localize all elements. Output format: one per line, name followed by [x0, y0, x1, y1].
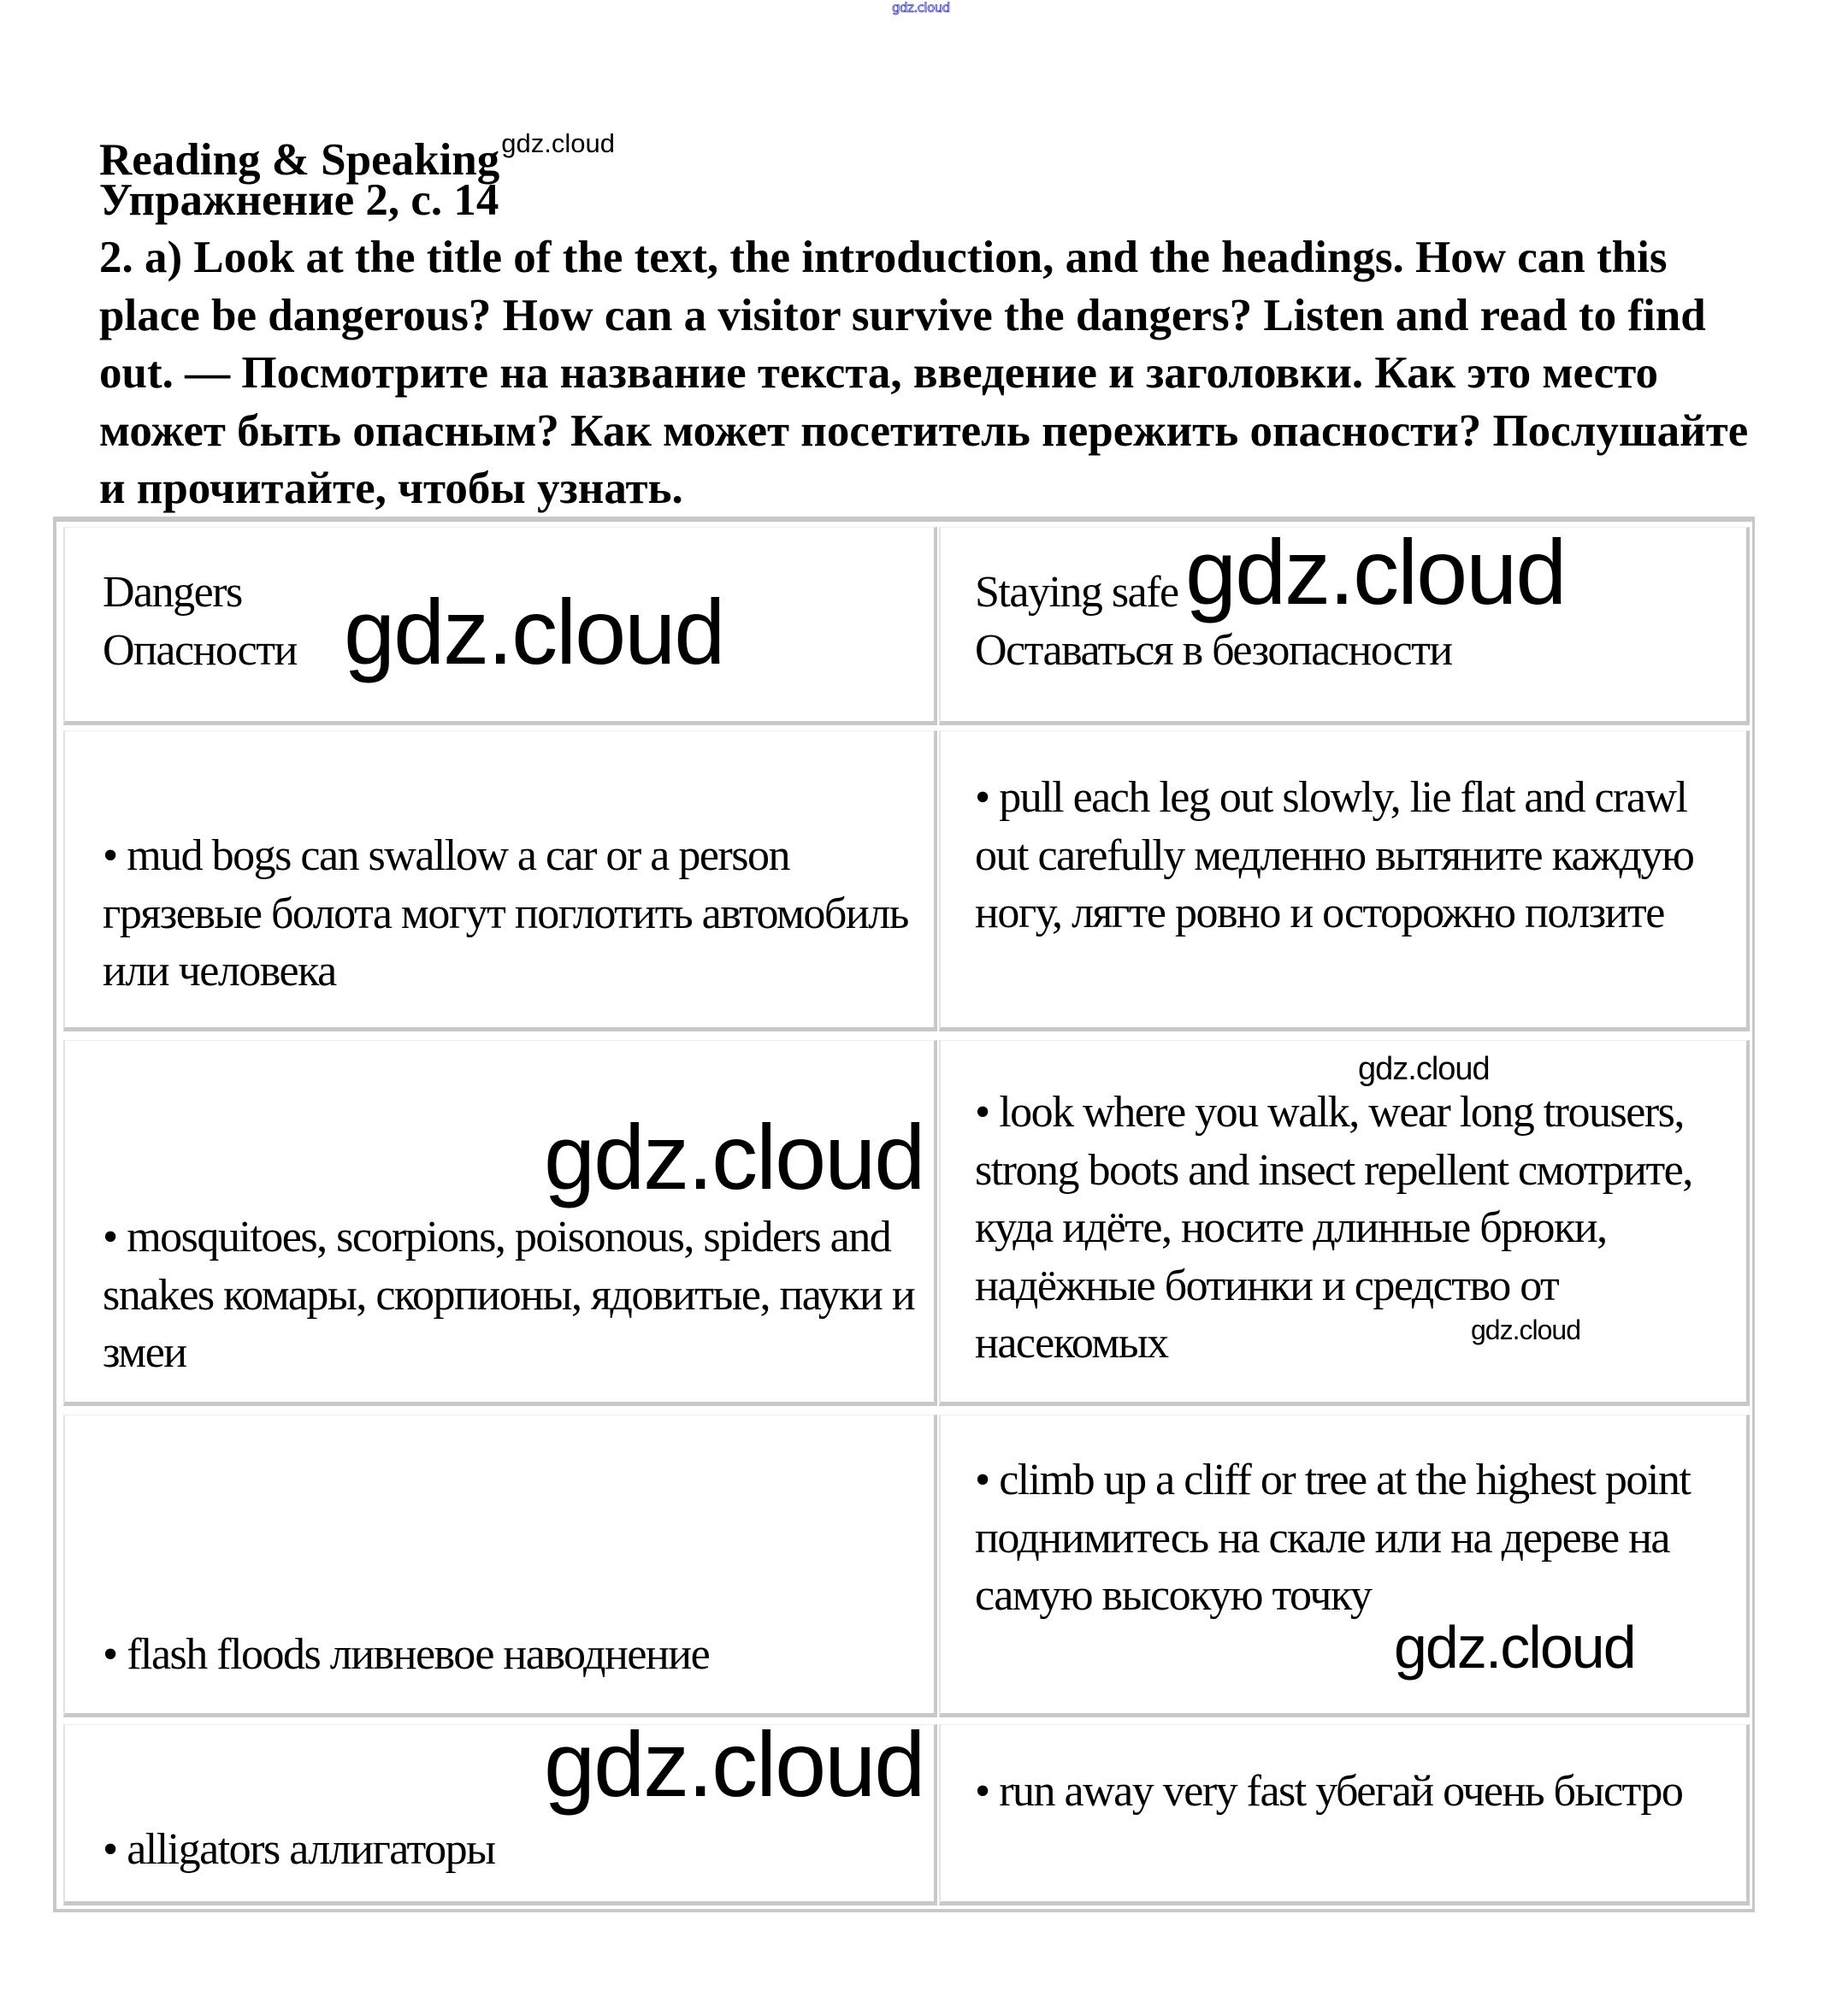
task-instructions: 2. a) Look at the title of the text, the introduction, and the headings. How can this place be dangerous? How can a visitor survive the dangers? Listen and read to find out. — Посмотрите на название текста, введение и заголовки. Как это место может быть опасным? Как может посетитель пережить опасности? Послушайте и прочитайте, чтобы узнать.: [99, 233, 1749, 513]
table-row-1-danger: [63, 730, 937, 1031]
watermark: gdz.cloud: [1358, 1051, 1490, 1087]
header-dangers-ru: Опасности: [103, 625, 297, 675]
table-row-4-safety: [939, 1724, 1750, 1906]
header-dangers-en: Dangers: [103, 568, 242, 617]
safety-text: • climb up a cliff or tree at the highest point поднимитесь на скале или на дереве на самую высокую точку: [975, 1456, 1691, 1620]
header-staying-safe-en: Staying safe: [975, 568, 1178, 617]
table-row-2-safety: [939, 1040, 1750, 1406]
danger-text: • mud bogs can swallow a car or a person грязевые болота могут поглотить автомобиль или человека: [103, 831, 908, 996]
table-row-1-safety: [939, 730, 1750, 1031]
table-row-3-safety: [939, 1415, 1750, 1717]
header-cell-dangers: [63, 527, 937, 725]
watermark: gdz.cloud: [544, 1105, 924, 1208]
watermark: gdz.cloud: [1394, 1614, 1635, 1681]
safety-text: • pull each leg out slowly, lie flat and crawl out carefully медленно вытяните каждую ногу, лягте ровно и осторожно ползите: [975, 773, 1694, 937]
table-row-4-danger: [63, 1712, 937, 1906]
header-staying-safe-ru: Оставаться в безопасности: [975, 625, 1452, 675]
section-title-text: Reading & Speaking: [99, 135, 500, 185]
header-cell-staying-safe: [939, 520, 1750, 725]
exercise-title: Упражнение 2, с. 14: [99, 175, 499, 225]
watermark-superscript: gdz.cloud: [501, 128, 615, 158]
watermark: gdz.cloud: [1471, 1315, 1580, 1345]
danger-text: • mosquitoes, scorpions, poisonous, spiders and snakes комары, скорпионы, ядовитые, пауки и змеи: [103, 1213, 915, 1377]
safety-text: • run away very fast убегай очень быстро: [975, 1767, 1683, 1816]
dangers-table: [53, 517, 1755, 1912]
safety-text: • look where you walk, wear long trousers, strong boots and insect repellent смотрите, куда идёте, носите длинные брюки, надёжные ботинки и средство от насекомых: [975, 1088, 1692, 1368]
table-row-3-danger: [63, 1415, 937, 1717]
watermark: gdz.cloud: [1185, 520, 1566, 623]
watermark: gdz.cloud: [344, 580, 724, 683]
table-row-2-danger: [63, 1040, 937, 1406]
watermark: gdz.cloud: [544, 1712, 924, 1816]
danger-text: • alligators аллигаторы: [103, 1825, 495, 1874]
danger-text: • flash floods ливневое наводнение: [103, 1630, 710, 1679]
top-watermark: gdz.cloud: [892, 0, 950, 15]
